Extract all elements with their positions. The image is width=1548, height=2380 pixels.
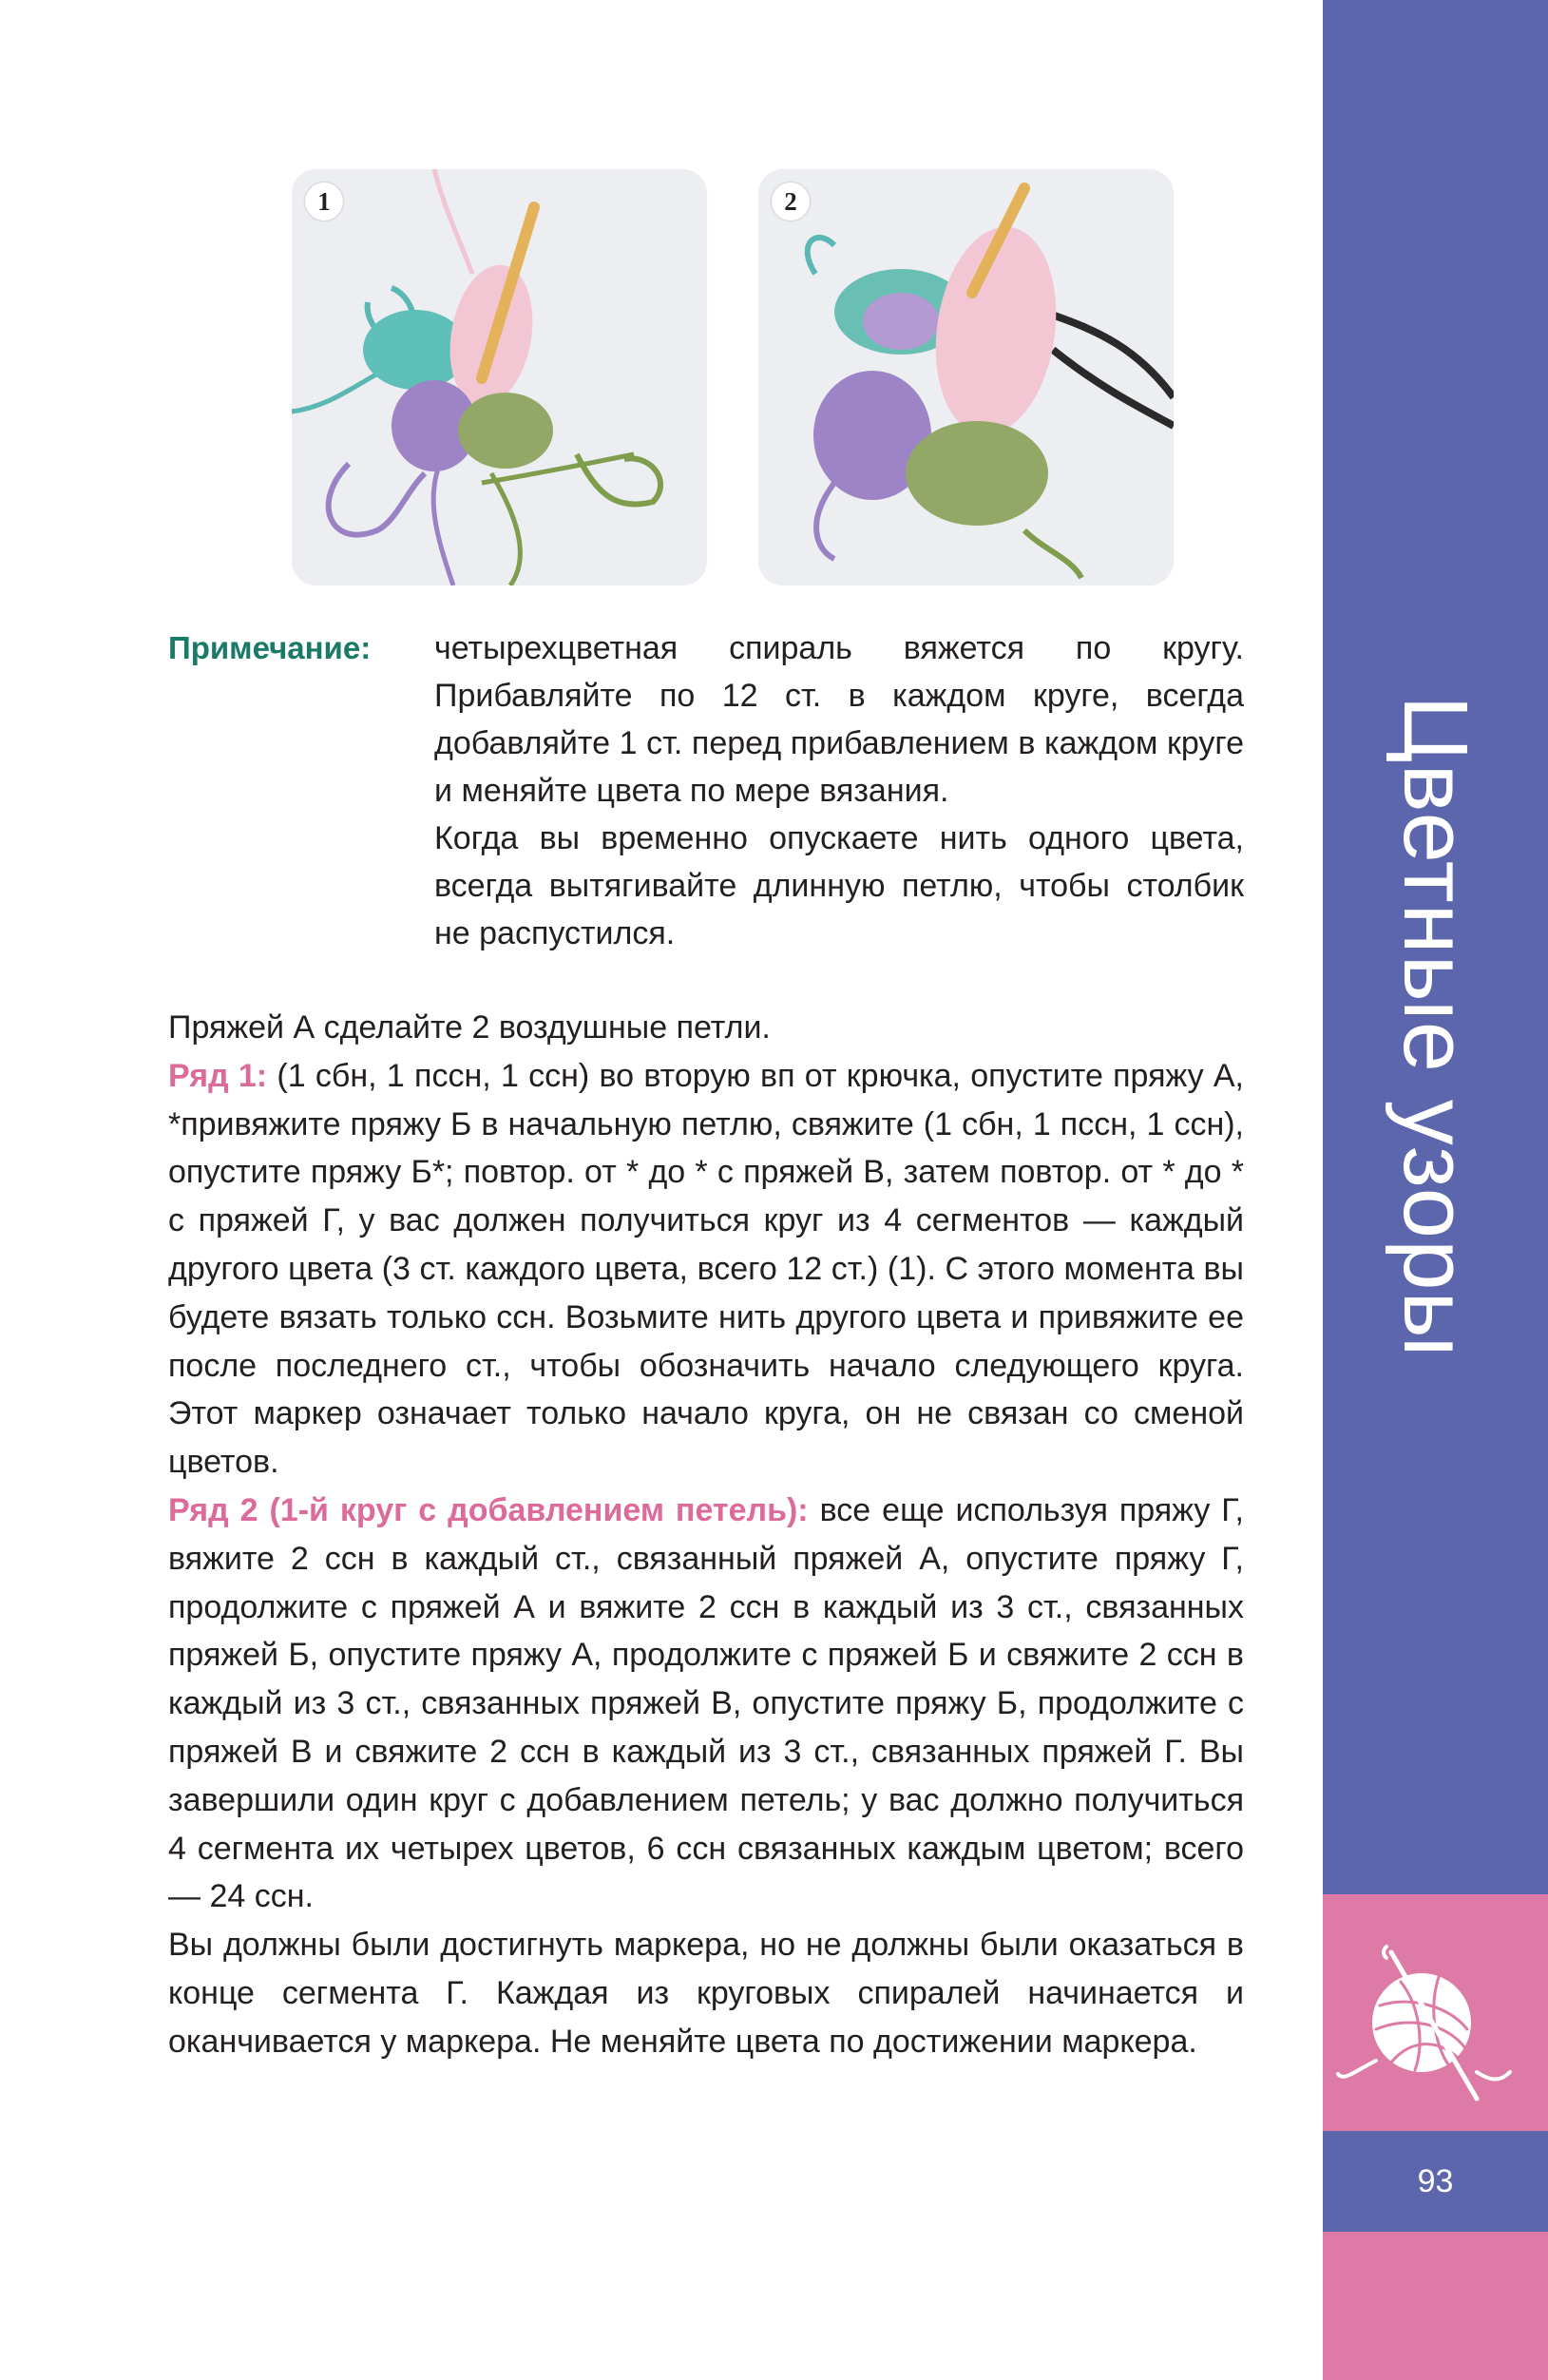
intro-paragraph: Пряжей А сделайте 2 воздушные петли.	[168, 1009, 771, 1046]
crochet-swatch-image	[758, 169, 1174, 585]
page-number: 93	[1417, 2162, 1454, 2199]
row-1-text: (1 сбн, 1 пссн, 1 ссн) во вторую вп от крючка, опустите пряжу А, *привяжите пряжу Б в начальную петлю, свяжите (1 сбн, 1 пссн, 1 ссн), опустите пряжу Б*; повтор. от * до * с пряжей В, затем повтор. от * до * с пряжей Г, у вас должен получиться круг из 4 сегментов — каждый другого цвета (3 ст. каждого цвета, всего 12 ст.) (1). С этого момента вы будете вязать только ссн. Возьмите нить другого цвета и привяжите ее после последнего ст., чтобы обозначить начало следующего круга. Этот маркер означает только начало круга, он не связан со сменой цветов.	[168, 1057, 1245, 1481]
note-paragraph: четырехцветная спираль вяжется по кругу. Прибавляйте по 12 ст. в каждом круге, всегда добавляйте 1 ст. перед прибавлением в каждом круге и меняйте цвета по мере вязания.	[434, 630, 1244, 809]
closing-paragraph: Вы должны были достигнуть маркера, но не должны были оказаться в конце сегмента Г. Каждая из круговых спиралей начинается и оканчивается у маркера. Не меняйте цвета по достижении маркера.	[168, 1927, 1244, 2060]
row-2-text: все еще используя пряжу Г, вяжите 2 ссн в каждый ст., связанный пряжей А, опустите пряжу Г, продолжите с пряжей А и вяжите 2 ссн в каждый из 3 ст., связанных пряжей Б, опустите пряжу А, продолжите с пряжей Б и свяжите 2 ссн в каждый из 3 ст., связанных пряжей В, опустите пряжу Б, продолжите с пряжей В и свяжите 2 ссн в каждый из 3 ст., связанных пряжей Г. Вы завершили один круг с добавлением петель; у вас должно получиться 4 сегмента их четырех цветов, 6 ссн связанных каждым цветом; всего — 24 ссн.	[168, 1491, 1244, 1915]
instructions	[168, 1004, 1244, 2066]
yarn-ball-crochet-hook-icon	[1334, 1939, 1515, 2110]
row-2-label: Ряд 2 (1-й круг с добавлением петель):	[168, 1491, 809, 1528]
photo-number-2: 2	[772, 182, 810, 221]
crochet-swatch-image	[292, 169, 707, 585]
row-2-paragraph	[168, 1487, 1244, 1921]
row-1-paragraph	[168, 1052, 1244, 1487]
photo-step-2	[758, 169, 1174, 585]
photo-step-1	[292, 169, 707, 585]
note-paragraph: Когда вы временно опускаете нить одного цвета, всегда вытягивайте длинную петлю, чтобы столбик не распустился.	[434, 820, 1244, 951]
photo-number-1: 1	[305, 182, 343, 221]
note-label: Примечание:	[168, 630, 372, 665]
row-1-label: Ряд 1:	[168, 1057, 268, 1094]
note-body	[434, 624, 1244, 957]
chapter-title: Цветные узоры	[1385, 695, 1486, 1358]
side-band-bottom	[1323, 2232, 1548, 2380]
